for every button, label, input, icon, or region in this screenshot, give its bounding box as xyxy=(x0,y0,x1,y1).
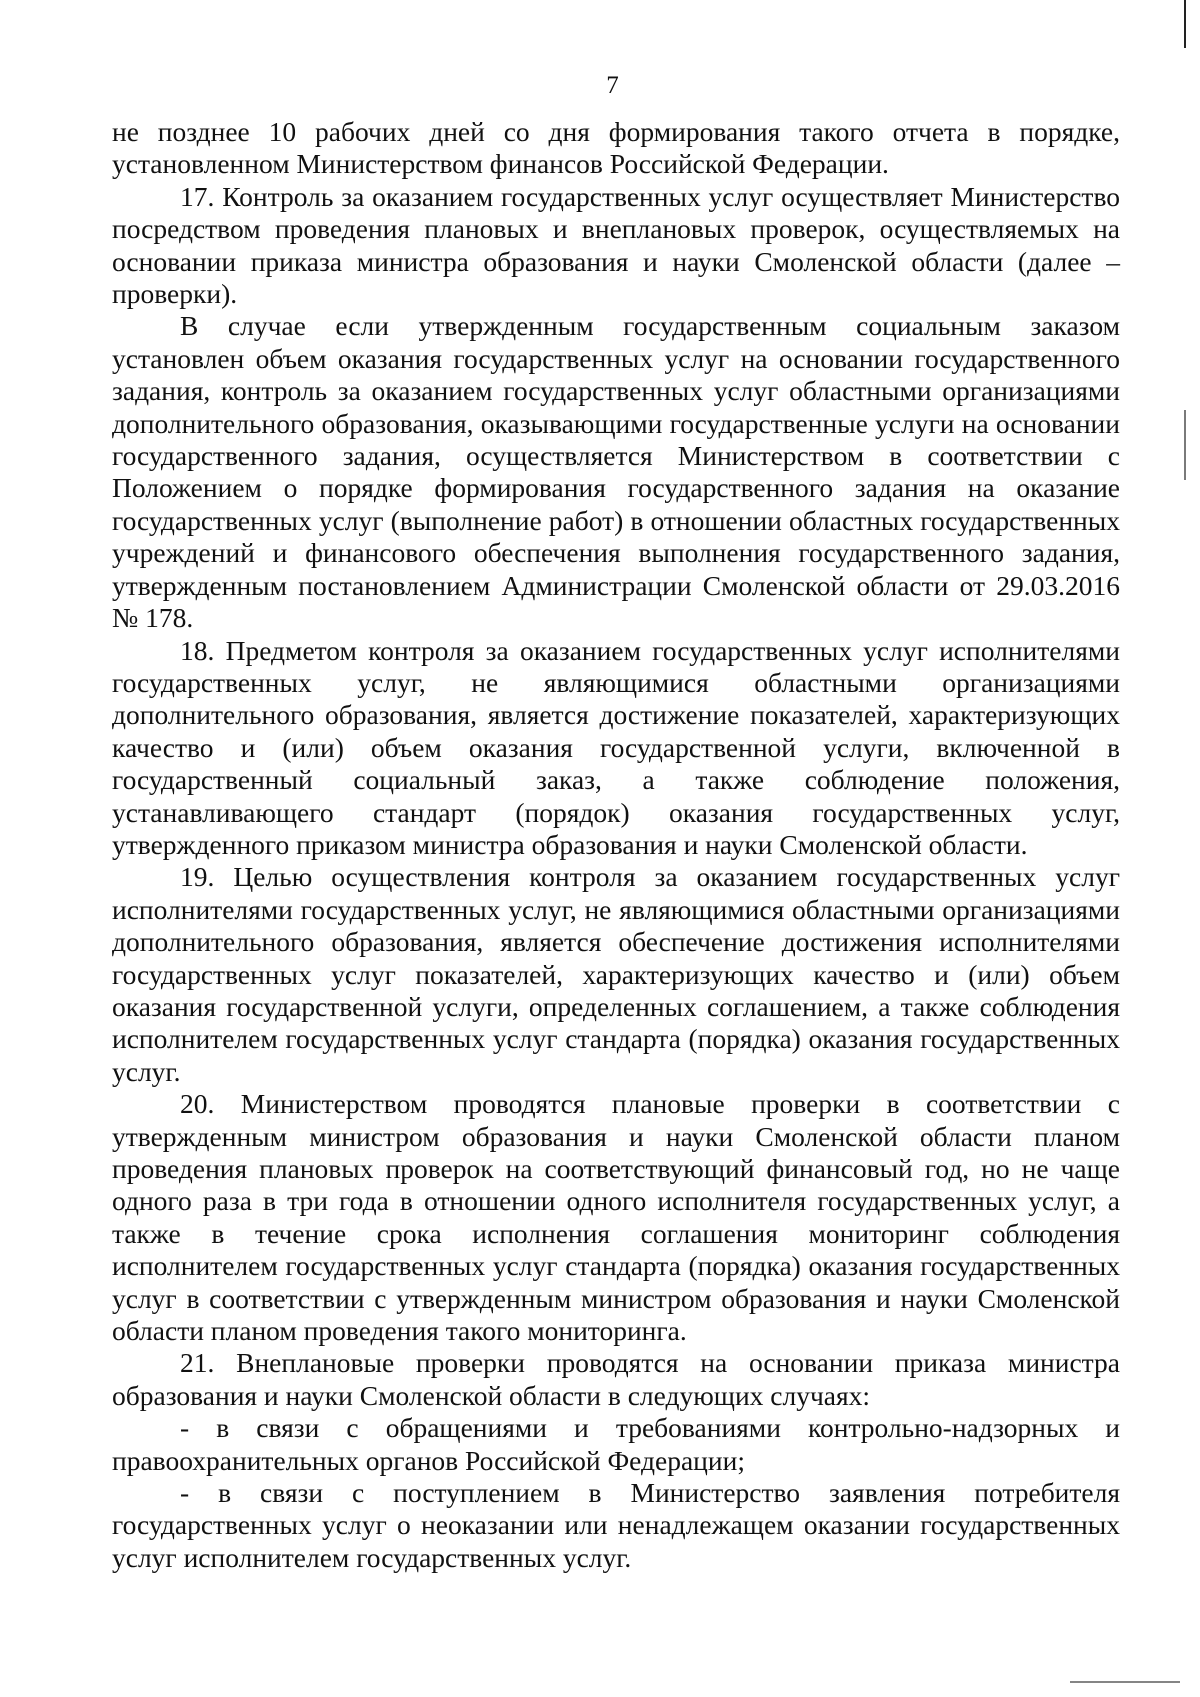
scan-edge-mark xyxy=(1184,0,1186,48)
paragraph-19: 19. Целью осуществления контроля за оказанием государственных услуг исполнителями государственных услуг, не являющимися областными организациями дополнительного образования, является обеспечение достижения исполнителями государственных услуг показателей, характеризующих качество и (или) объем оказания государственной услуги, определенных соглашением, а также соблюдения исполнителем государственных услуг стандарта (порядка) оказания государственных услуг. xyxy=(112,861,1120,1087)
page-number: 7 xyxy=(606,72,619,99)
list-item: - в связи с обращениями и требованиями контрольно-надзорных и правоохранительных органов Российской Федерации; xyxy=(112,1412,1120,1476)
paragraph-18: 18. Предметом контроля за оказанием государственных услуг исполнителями государственных услуг, не являющимися областными организациями дополнительного образования, является достижение показателей, характеризующих качество и (или) объем оказания государственной услуги, включенной в государственный социальный заказ, а также соблюдение положения, устанавливающего стандарт (порядок) оказания государственных услуг, утвержденного приказом министра образования и науки Смоленской области. xyxy=(112,634,1120,860)
document-body xyxy=(112,116,1120,1574)
paragraph-continuation: не позднее 10 рабочих дней со дня формирования такого отчета в порядке, установленном Министерством финансов Российской Федерации. xyxy=(112,116,1120,180)
paragraph-21: 21. Внеплановые проверки проводятся на основании приказа министра образования и науки Смоленской области в следующих случаях: xyxy=(112,1347,1120,1411)
scan-edge-mark xyxy=(1184,410,1186,480)
paragraph-17: 17. Контроль за оказанием государственных услуг осуществляет Министерство посредством проведения плановых и внеплановых проверок, осуществляемых на основании приказа министра образования и науки Смоленской области (далее – проверки). xyxy=(112,180,1120,310)
paragraph-20: 20. Министерством проводятся плановые проверки в соответствии с утвержденным министром образования и науки Смоленской области планом проведения плановых проверок на соответствующий финансовый год, но не чаще одного раза в три года в отношении одного исполнителя государственных услуг, а также в течение срока исполнения соглашения мониторинг соблюдения исполнителем государственных услуг стандарта (порядка) оказания государственных услуг в соответствии с утвержденным министром образования и науки Смоленской области планом проведения такого мониторинга. xyxy=(112,1088,1120,1347)
paragraph-17-case: В случае если утвержденным государственным социальным заказом установлен объем оказания государственных услуг на основании государственного задания, контроль за оказанием государственных услуг областными организациями дополнительного образования, оказывающими государственные услуги на основании государственного задания, осуществляется Министерством в соответствии с Положением о порядке формирования государственного задания на оказание государственных услуг (выполнение работ) в отношении областных государственных учреждений и финансового обеспечения выполнения государственного задания, утвержденным постановлением Администрации Смоленской области от 29.03.2016 № 178. xyxy=(112,310,1120,634)
scan-artifact-line xyxy=(1070,1681,1180,1683)
list-item: - в связи с поступлением в Министерство заявления потребителя государственных услуг о неоказании или ненадлежащем оказании государственных услуг исполнителем государственных услуг. xyxy=(112,1477,1120,1573)
